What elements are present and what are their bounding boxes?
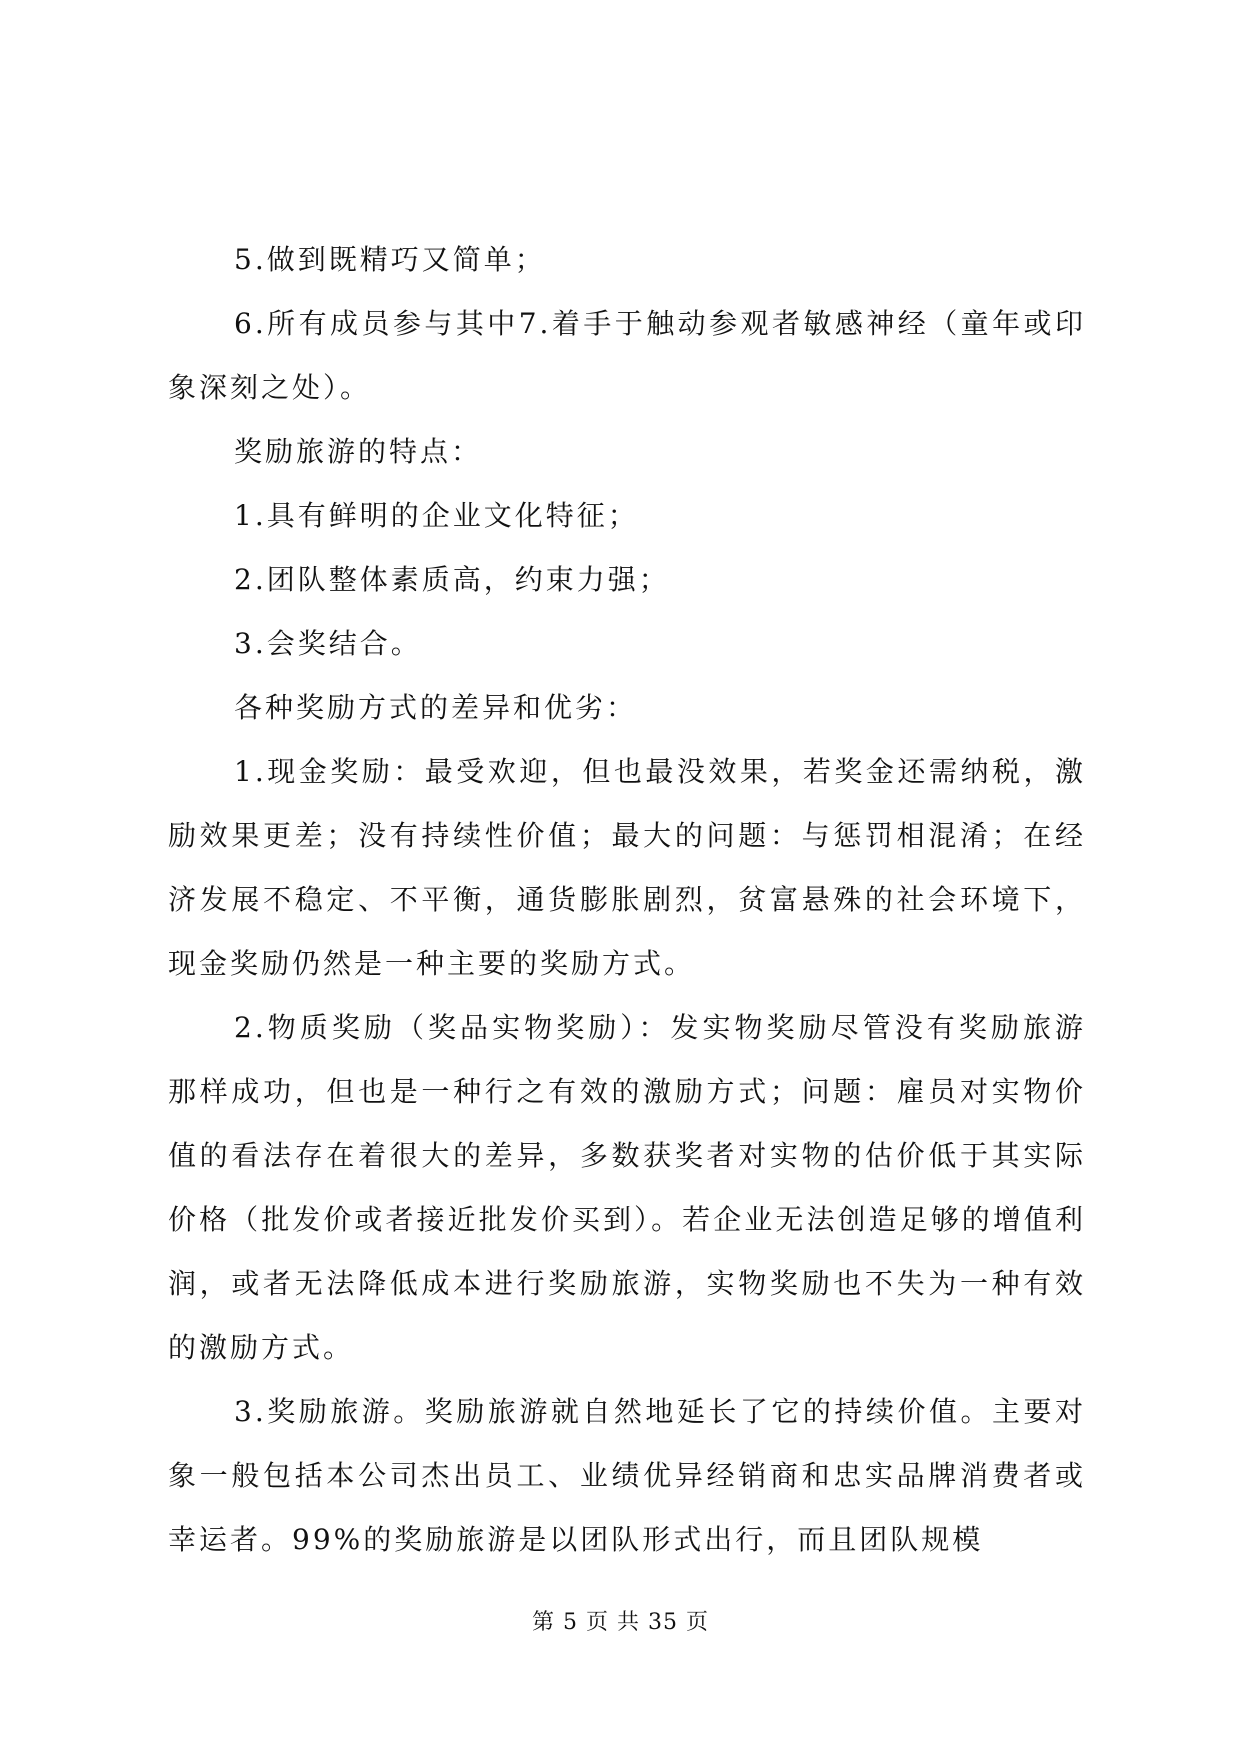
paragraph: 2.物质奖励（奖品实物奖励）：发实物奖励尽管没有奖励旅游那样成功，但也是一种行之有效的激励方式；问题：雇员对实物价值的看法存在着很大的差异，多数获奖者对实物的估价低于其实际价格（批发价或者接近批发价买到）。若企业无法创造足够的增值利润，或者无法降低成本进行奖励旅游，实物奖励也不失为一种有效的激励方式。 — [168, 1011, 1086, 1364]
paragraph: 3.奖励旅游。奖励旅游就自然地延长了它的持续价值。主要对象一般包括本公司杰出员工、业绩优异经销商和忠实品牌消费者或幸运者。99%的奖励旅游是以团队形式出行，而且团队规模 — [168, 1395, 1086, 1556]
document-body — [168, 228, 1086, 1572]
paragraph: 2.团队整体素质高，约束力强； — [234, 563, 670, 596]
paragraph: 1.现金奖励：最受欢迎，但也最没效果，若奖金还需纳税，激励效果更差；没有持续性价值；最大的问题：与惩罚相混淆；在经济发展不稳定、不平衡，通货膨胀剧烈，贫富悬殊的社会环境下，现金奖励仍然是一种主要的奖励方式。 — [168, 755, 1086, 980]
page-number-footer: 第 5 页 共 35 页 — [532, 1610, 709, 1635]
paragraph: 6.所有成员参与其中7.着手于触动参观者敏感神经（童年或印象深刻之处）。 — [168, 307, 1086, 404]
paragraph: 3.会奖结合。 — [234, 627, 422, 660]
paragraph: 5.做到既精巧又简单； — [234, 243, 546, 276]
paragraph: 奖励旅游的特点： — [234, 435, 483, 468]
paragraph: 各种奖励方式的差异和优劣： — [234, 691, 638, 724]
paragraph: 1.具有鲜明的企业文化特征； — [234, 499, 639, 532]
